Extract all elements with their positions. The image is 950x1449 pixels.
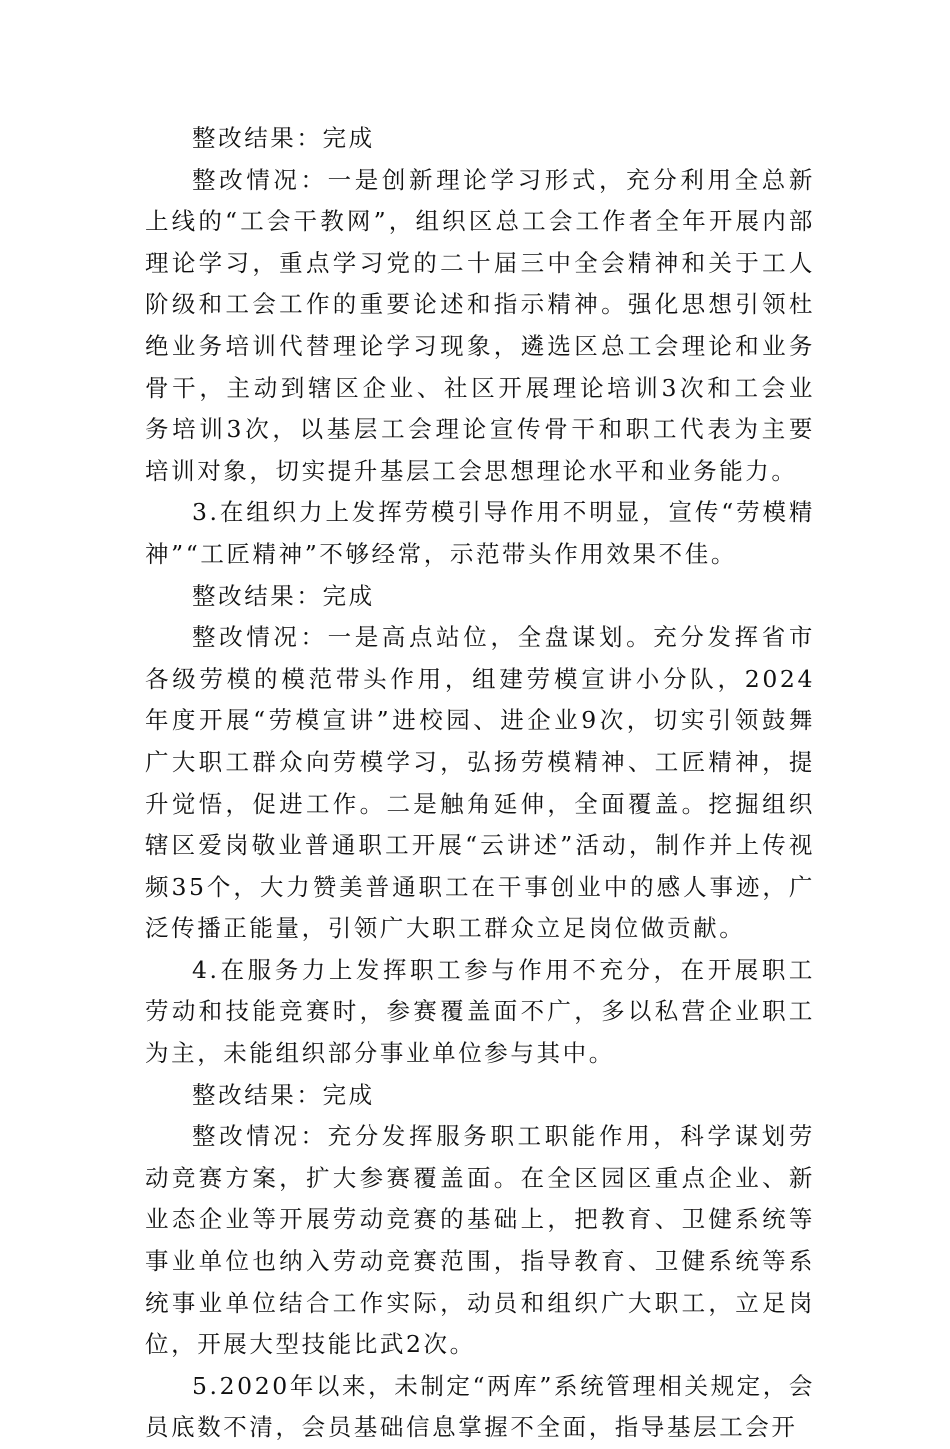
paragraph-rectification-result: 整改结果：完成 (192, 1080, 375, 1109)
paragraph-issue-4: 4.在服务力上发挥职工参与作用不充分，在开展职工劳动和技能竞赛时，参赛覆盖面不广，多以私营企业职工为主，未能组织部分事业单位参与其中。 (145, 955, 815, 1068)
paragraph-rectification-result: 整改结果：完成 (192, 581, 375, 610)
paragraph-rectification-details: 整改情况：充分发挥服务职工职能作用，科学谋划劳动竞赛方案，扩大参赛覆盖面。在全区园区重点企业、新业态企业等开展劳动竞赛的基础上，把教育、卫健系统等事业单位也纳入劳动竞赛范围，指导教育、卫健系统等系统事业单位结合工作实际，动员和组织广大职工，立足岗位，开展大型技能比武2次。 (145, 1122, 815, 1359)
paragraph-rectification-result: 整改结果：完成 (192, 124, 375, 152)
paragraph-issue-5: 5.2020年以来，未制定“两库”系统管理相关规定，会员底数不清，会员基础信息掌握不全面，指导基层工会开 (145, 1371, 815, 1442)
document-body (145, 118, 815, 1449)
paragraph-issue-3: 3.在组织力上发挥劳模引导作用不明显，宣传“劳模精神”“工匠精神”不够经常，示范带头作用效果不佳。 (145, 498, 815, 568)
paragraph-rectification-details: 整改情况：一是高点站位，全盘谋划。充分发挥省市各级劳模的模范带头作用，组建劳模宣讲小分队，2024年度开展“劳模宣讲”进校园、进企业9次，切实引领鼓舞广大职工群众向劳模学习，弘扬劳模精神、工匠精神，提升觉悟，促进工作。二是触角延伸，全面覆盖。挖掘组织辖区爱岗敬业普通职工开展“云讲述”活动，制作并上传视频35个，大力赞美普通职工在干事创业中的感人事迹，广泛传播正能量，引领广大职工群众立足岗位做贡献。 (145, 623, 815, 943)
paragraph-rectification-details: 整改情况：一是创新理论学习形式，充分利用全总新上线的“工会干教网”，组织区总工会工作者全年开展内部理论学习，重点学习党的二十届三中全会精神和关于工人阶级和工会工作的重要论述和指示精神。强化思想引领杜绝业务培训代替理论学习现象，遴选区总工会理论和业务骨干，主动到辖区企业、社区开展理论培训3次和工会业务培训3次，以基层工会理论宣传骨干和职工代表为主要培训对象，切实提升基层工会思想理论水平和业务能力。 (145, 165, 815, 485)
